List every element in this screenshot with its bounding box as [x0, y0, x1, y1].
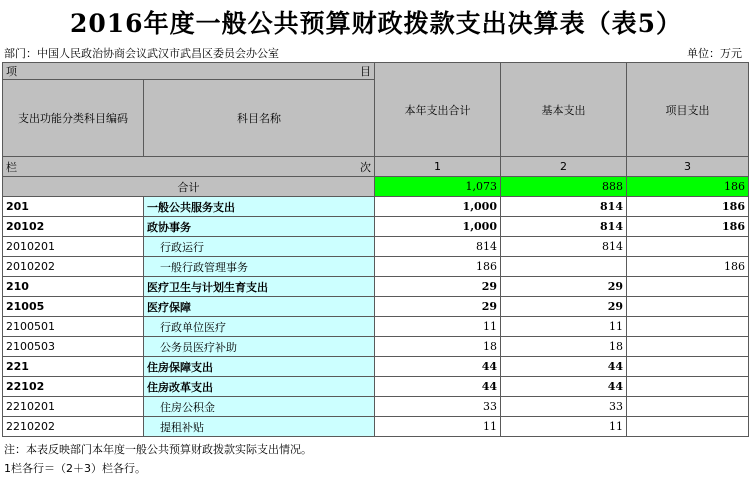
row-basic: 18	[501, 337, 627, 357]
row-total: 44	[375, 377, 501, 397]
budget-table	[2, 62, 749, 437]
header-row-index	[3, 157, 749, 177]
header-name: 科目名称	[144, 80, 375, 157]
row-project	[627, 377, 749, 397]
row-code: 20102	[3, 217, 144, 237]
row-name: 一般行政管理事务	[144, 257, 375, 277]
total-basic: 888	[501, 177, 627, 197]
row-total: 814	[375, 237, 501, 257]
row-basic: 11	[501, 417, 627, 437]
row-project: 186	[627, 197, 749, 217]
row-name: 行政运行	[144, 237, 375, 257]
row-total: 1,000	[375, 217, 501, 237]
header-lan: 栏	[6, 160, 17, 174]
row-name: 一般公共服务支出	[144, 197, 375, 217]
row-project	[627, 237, 749, 257]
row-code: 2210202	[3, 417, 144, 437]
row-project	[627, 397, 749, 417]
table-row	[3, 417, 749, 437]
row-basic: 814	[501, 197, 627, 217]
note-line-1: 注：本表反映部门本年度一般公共预算财政拨款实际支出情况。	[4, 443, 312, 456]
row-code: 2210201	[3, 397, 144, 417]
row-total: 18	[375, 337, 501, 357]
table-row	[3, 337, 749, 357]
row-code: 210	[3, 277, 144, 297]
row-project	[627, 277, 749, 297]
row-name: 行政单位医疗	[144, 317, 375, 337]
row-name: 医疗卫生与计划生育支出	[144, 277, 375, 297]
row-basic: 11	[501, 317, 627, 337]
table-row	[3, 217, 749, 237]
row-basic: 814	[501, 237, 627, 257]
row-basic: 33	[501, 397, 627, 417]
row-basic: 29	[501, 297, 627, 317]
row-name: 公务员医疗补助	[144, 337, 375, 357]
row-total: 11	[375, 417, 501, 437]
row-name: 提租补贴	[144, 417, 375, 437]
header-lan-ci-cell	[3, 157, 375, 177]
row-name: 医疗保障	[144, 297, 375, 317]
row-total: 44	[375, 357, 501, 377]
row-basic: 44	[501, 377, 627, 397]
row-basic: 29	[501, 277, 627, 297]
header-index-2: 2	[501, 157, 627, 177]
header-ci: 次	[360, 160, 371, 174]
row-code: 21005	[3, 297, 144, 317]
table-row	[3, 277, 749, 297]
row-project	[627, 357, 749, 377]
row-basic: 814	[501, 217, 627, 237]
header-row-xiang	[3, 63, 749, 80]
row-project	[627, 417, 749, 437]
row-code: 2100501	[3, 317, 144, 337]
row-total: 29	[375, 277, 501, 297]
header-index-1: 1	[375, 157, 501, 177]
row-code: 201	[3, 197, 144, 217]
total-label: 合计	[3, 177, 375, 197]
row-total: 1,000	[375, 197, 501, 217]
header-xiang-mu-cell	[3, 63, 375, 80]
header-code: 支出功能分类科目编码	[3, 80, 144, 157]
header-basic: 基本支出	[501, 63, 627, 157]
header-total: 本年支出合计	[375, 63, 501, 157]
header-index-3: 3	[627, 157, 749, 177]
total-project: 186	[627, 177, 749, 197]
table-row	[3, 317, 749, 337]
row-code: 2010202	[3, 257, 144, 277]
table-row	[3, 237, 749, 257]
row-total: 29	[375, 297, 501, 317]
row-name: 政协事务	[144, 217, 375, 237]
header-xiang: 项	[6, 65, 17, 78]
unit-label: 单位：万元	[687, 47, 742, 60]
row-project: 186	[627, 217, 749, 237]
total-row	[3, 177, 749, 197]
row-code: 2100503	[3, 337, 144, 357]
header-mu: 目	[360, 65, 371, 78]
table-row	[3, 197, 749, 217]
row-basic	[501, 257, 627, 277]
row-project	[627, 317, 749, 337]
row-code: 22102	[3, 377, 144, 397]
page-title: 2016年度一般公共预算财政拨款支出决算表（表5）	[70, 9, 682, 38]
row-code: 221	[3, 357, 144, 377]
row-code: 2010201	[3, 237, 144, 257]
note-line-2: 1栏各行＝（2＋3）栏各行。	[4, 462, 146, 475]
row-total: 11	[375, 317, 501, 337]
row-total: 186	[375, 257, 501, 277]
table-row	[3, 377, 749, 397]
total-sum: 1,073	[375, 177, 501, 197]
row-project	[627, 297, 749, 317]
department-label: 部门：中国人民政治协商会议武汉市武昌区委员会办公室	[4, 47, 279, 60]
table-row	[3, 397, 749, 417]
table-row	[3, 297, 749, 317]
header-project: 项目支出	[627, 63, 749, 157]
row-project	[627, 337, 749, 357]
table-row	[3, 257, 749, 277]
row-project: 186	[627, 257, 749, 277]
row-name: 住房改革支出	[144, 377, 375, 397]
row-total: 33	[375, 397, 501, 417]
row-basic: 44	[501, 357, 627, 377]
table-row	[3, 357, 749, 377]
row-name: 住房保障支出	[144, 357, 375, 377]
row-name: 住房公积金	[144, 397, 375, 417]
